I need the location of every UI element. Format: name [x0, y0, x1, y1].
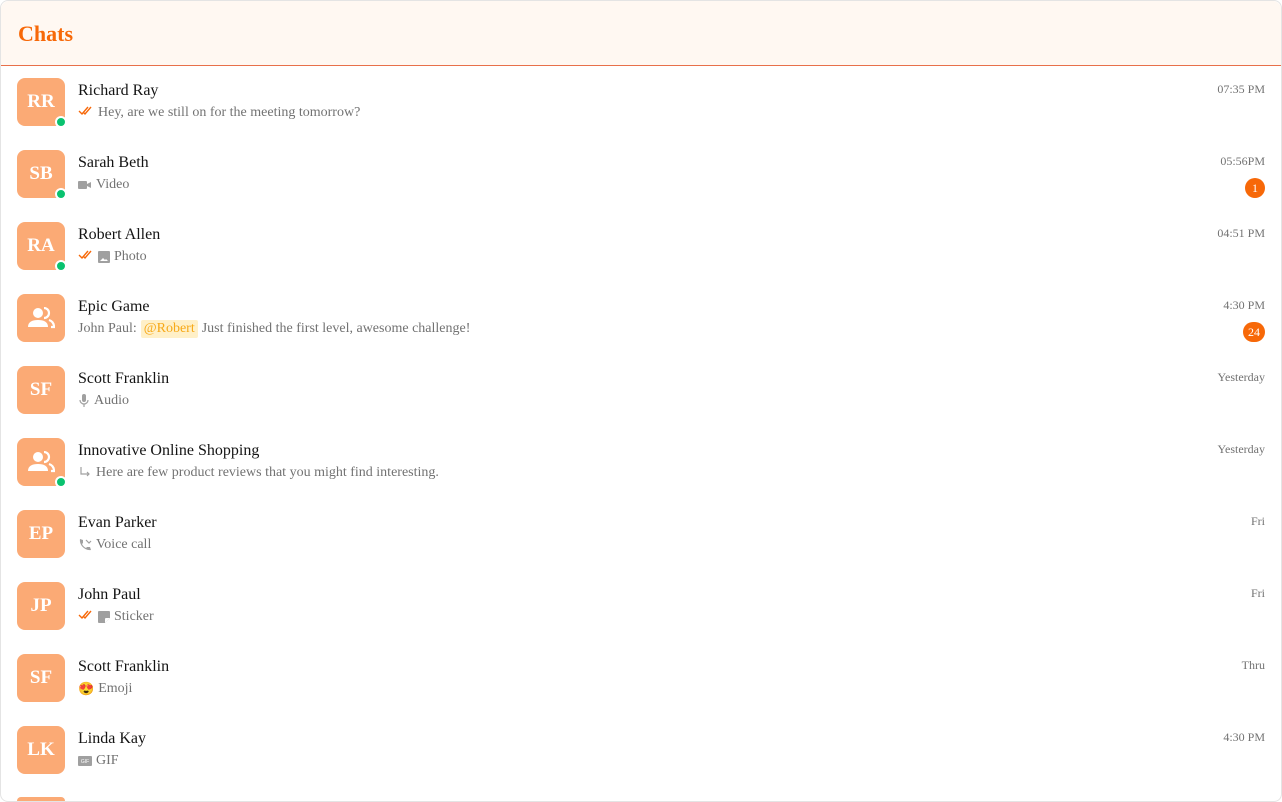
- chat-list-item[interactable]: [1, 66, 1281, 138]
- emoji-icon: 😍: [78, 681, 95, 696]
- chat-list-item[interactable]: [1, 786, 1281, 801]
- avatar-initials: RR: [27, 91, 55, 112]
- chat-list-item[interactable]: [1, 138, 1281, 210]
- reply-arrow-icon: [78, 467, 92, 479]
- chat-name: Scott Franklin: [78, 370, 170, 387]
- chat-name: Sarah Beth: [78, 154, 149, 171]
- avatar-initials: EP: [28, 523, 54, 544]
- missed-call-icon: [78, 538, 92, 552]
- timestamp: Fri: [1250, 514, 1265, 528]
- chat-list-item[interactable]: [1, 498, 1281, 570]
- avatar-initials: JP: [30, 595, 52, 616]
- timestamp: Fri: [1250, 586, 1265, 600]
- chat-list[interactable]: [1, 66, 1281, 801]
- message-preview: [78, 680, 1265, 698]
- sender-name: John Paul:: [78, 321, 137, 336]
- chat-name: Epic Game: [78, 298, 150, 315]
- last-message: Just finished the first level, awesome challenge!: [201, 321, 471, 336]
- message-preview: [78, 392, 1265, 410]
- message-preview: [78, 176, 1265, 194]
- chat-list-item[interactable]: [1, 426, 1281, 498]
- last-message: Hey, are we still on for the meeting tomorrow?: [98, 105, 361, 120]
- message-preview: [78, 464, 1265, 482]
- avatar: [17, 438, 65, 486]
- last-message: Voice call: [96, 537, 152, 552]
- unread-count-badge: 1: [1245, 178, 1265, 198]
- message-preview: [78, 752, 1265, 770]
- read-receipt-icon: [78, 608, 94, 626]
- avatar-initials: LK: [27, 739, 55, 760]
- avatar: [17, 797, 65, 801]
- avatar: [17, 654, 65, 702]
- chat-name: Robert Allen: [78, 226, 161, 243]
- chat-name: Innovative Online Shopping: [78, 442, 260, 459]
- avatar: [17, 582, 65, 630]
- message-preview: [78, 608, 1265, 626]
- online-status-indicator: [55, 188, 67, 200]
- gif-icon: [78, 756, 92, 766]
- message-preview: [78, 104, 1265, 122]
- mic-icon: [78, 394, 90, 408]
- online-status-indicator: [55, 116, 67, 128]
- avatar: [17, 510, 65, 558]
- timestamp: 4:30 PM: [1223, 730, 1265, 744]
- timestamp: 05:56PM: [1220, 154, 1265, 168]
- chat-name: Linda Kay: [78, 730, 146, 747]
- chat-name: Richard Ray: [78, 82, 159, 99]
- timestamp: Thru: [1241, 658, 1265, 672]
- read-receipt-icon: [78, 248, 94, 266]
- avatar: [17, 78, 65, 126]
- svg-text:GIF: GIF: [80, 759, 90, 765]
- online-status-indicator: [55, 260, 67, 272]
- message-preview: [78, 320, 1265, 338]
- timestamp: 04:51 PM: [1217, 226, 1265, 240]
- unread-count-badge: 24: [1243, 322, 1265, 342]
- chat-name: Scott Franklin: [78, 658, 170, 675]
- avatar: [17, 366, 65, 414]
- avatar: [17, 222, 65, 270]
- last-message: Video: [96, 177, 130, 192]
- mention[interactable]: @Robert: [141, 320, 198, 338]
- timestamp: Yesterday: [1217, 370, 1265, 384]
- avatar-initials: RA: [27, 235, 55, 256]
- chat-list-item[interactable]: [1, 570, 1281, 642]
- last-message: Audio: [94, 393, 129, 408]
- last-message: Sticker: [114, 609, 154, 624]
- avatar-initials: SF: [29, 667, 53, 688]
- sticker-icon: [98, 611, 110, 623]
- message-preview: [78, 536, 1265, 554]
- last-message: Here are few product reviews that you might find interesting.: [96, 465, 439, 480]
- video-icon: [78, 179, 92, 191]
- avatar-initials: SB: [29, 163, 53, 184]
- chat-name: Evan Parker: [78, 514, 157, 531]
- message-preview: [78, 248, 1265, 266]
- chat-name: John Paul: [78, 586, 141, 603]
- chat-list-item[interactable]: [1, 354, 1281, 426]
- last-message: GIF: [96, 753, 119, 768]
- group-icon: [27, 307, 55, 329]
- chat-list-item[interactable]: [1, 210, 1281, 282]
- last-message: Photo: [114, 249, 147, 264]
- page-title: Chats: [18, 21, 74, 46]
- avatar-initials: SF: [29, 379, 53, 400]
- read-receipt-icon: [78, 104, 94, 122]
- chat-list-item[interactable]: [1, 642, 1281, 714]
- avatar: [17, 150, 65, 198]
- chat-list-item[interactable]: [1, 714, 1281, 786]
- group-icon: [27, 451, 55, 473]
- timestamp: Yesterday: [1217, 442, 1265, 456]
- timestamp: 07:35 PM: [1217, 82, 1265, 96]
- chat-list-item[interactable]: [1, 282, 1281, 354]
- avatar: [17, 294, 65, 342]
- avatar: [17, 726, 65, 774]
- photo-icon: [98, 251, 110, 263]
- last-message: Emoji: [98, 681, 133, 696]
- header: [1, 1, 1281, 66]
- timestamp: 4:30 PM: [1223, 298, 1265, 312]
- online-status-indicator: [55, 476, 67, 488]
